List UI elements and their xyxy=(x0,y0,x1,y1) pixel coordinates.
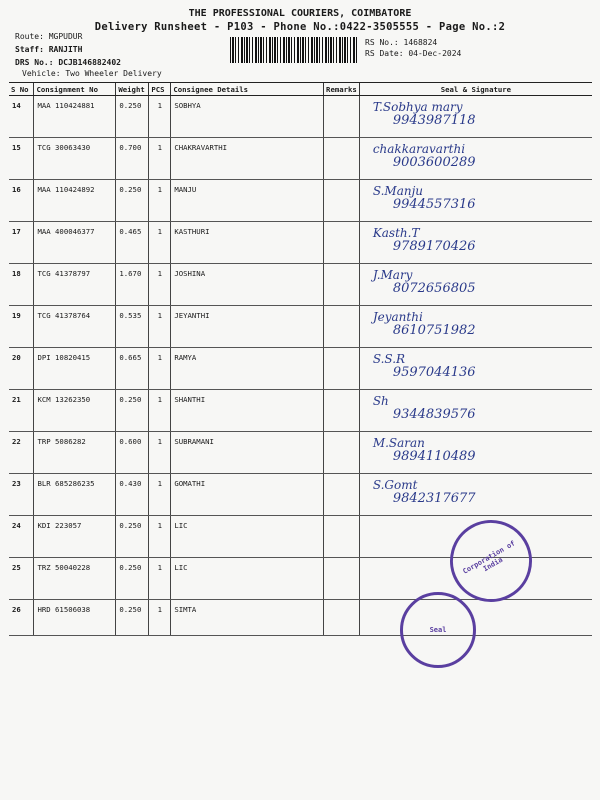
table-row xyxy=(9,306,592,348)
weight-cell: 0.430 xyxy=(116,474,149,516)
table-row xyxy=(9,138,592,180)
consignment-cell: BLR 685286235 xyxy=(34,474,116,516)
table-row xyxy=(9,264,592,306)
seal-stamp: Seal xyxy=(400,592,476,668)
signature-name xyxy=(363,604,373,618)
consignee-cell: MANJU xyxy=(171,180,324,222)
col-remarks: Remarks xyxy=(324,83,360,96)
pcs-cell: 1 xyxy=(149,96,171,138)
weight-cell: 0.535 xyxy=(116,306,149,348)
weight-cell: 0.250 xyxy=(116,180,149,222)
col-sno: S No xyxy=(9,83,34,96)
consignee-cell: GOMATHI xyxy=(171,474,324,516)
remarks-cell xyxy=(324,264,360,306)
handwritten-signature xyxy=(363,395,589,421)
consignment-cell: KCM 13262350 xyxy=(34,390,116,432)
signature-phone: 8072656805 xyxy=(392,281,476,296)
handwritten-signature xyxy=(363,479,589,505)
handwritten-signature xyxy=(363,311,589,337)
weight-cell: 0.250 xyxy=(116,96,149,138)
table-row xyxy=(9,180,592,222)
col-consignee: Consignee Details xyxy=(171,83,324,96)
sno-cell: 19 xyxy=(9,306,34,348)
signature-phone: 9894110489 xyxy=(392,449,476,464)
consignee-cell: KASTHURI xyxy=(171,222,324,264)
remarks-cell xyxy=(324,348,360,390)
signature-name: Sh xyxy=(372,394,389,408)
signature-phone: 9003600289 xyxy=(392,155,476,170)
route-label: Route: MGPUDUR xyxy=(15,32,83,41)
consignee-cell: JEYANTHI xyxy=(171,306,324,348)
consignment-cell: TCG 30063430 xyxy=(34,138,116,180)
consignment-cell: MAA 110424892 xyxy=(34,180,116,222)
table-row xyxy=(9,600,592,636)
table-row xyxy=(9,348,592,390)
consignee-cell: SIMTA xyxy=(171,600,324,636)
pcs-cell: 1 xyxy=(149,222,171,264)
consignee-cell: RAMYA xyxy=(171,348,324,390)
signature-name: Jeyanthi xyxy=(372,310,423,324)
signature-name: T.Sobhya mary xyxy=(372,100,463,114)
weight-cell: 0.250 xyxy=(116,600,149,636)
consignee-cell: LIC xyxy=(171,558,324,600)
remarks-cell xyxy=(324,432,360,474)
consignee-cell: JOSHINA xyxy=(171,264,324,306)
signature-cell xyxy=(359,474,592,516)
remarks-cell xyxy=(324,138,360,180)
remarks-cell xyxy=(324,222,360,264)
sno-cell: 14 xyxy=(9,96,34,138)
pcs-cell: 1 xyxy=(149,558,171,600)
consignment-cell: KDI 223057 xyxy=(34,516,116,558)
consignee-cell: SUBRAMANI xyxy=(171,432,324,474)
remarks-cell xyxy=(324,474,360,516)
consignee-cell: CHAKRAVARTHI xyxy=(171,138,324,180)
signature-cell xyxy=(359,222,592,264)
rs-date: RS Date: 04-Dec-2024 xyxy=(365,49,462,58)
pcs-cell: 1 xyxy=(149,138,171,180)
remarks-cell xyxy=(324,180,360,222)
staff-label: Staff: RANJITH xyxy=(15,45,83,54)
table-row xyxy=(9,474,592,516)
consignment-cell: HRD 61506038 xyxy=(34,600,116,636)
consignee-cell: LIC xyxy=(171,516,324,558)
weight-cell: 1.670 xyxy=(116,264,149,306)
signature-cell xyxy=(359,138,592,180)
table-row xyxy=(9,390,592,432)
signature-phone: 9842317677 xyxy=(392,491,476,506)
sno-cell: 16 xyxy=(9,180,34,222)
sno-cell: 17 xyxy=(9,222,34,264)
consignment-cell: MAA 400046377 xyxy=(34,222,116,264)
weight-cell: 0.700 xyxy=(116,138,149,180)
col-consignment: Consignment No xyxy=(34,83,116,96)
remarks-cell xyxy=(324,558,360,600)
table-row xyxy=(9,432,592,474)
handwritten-signature xyxy=(363,269,589,295)
drs-number: DRS No.: DCJB146882402 xyxy=(15,58,121,67)
signature-cell xyxy=(359,180,592,222)
remarks-cell xyxy=(324,306,360,348)
pcs-cell: 1 xyxy=(149,432,171,474)
signature-name: Kasth.T xyxy=(372,226,420,240)
consignment-cell: TRZ 50040228 xyxy=(34,558,116,600)
handwritten-signature xyxy=(363,353,589,379)
signature-phone: 9944557316 xyxy=(392,197,476,212)
pcs-cell: 1 xyxy=(149,348,171,390)
vehicle-label: Vehicle: Two Wheeler Delivery xyxy=(22,69,162,78)
consignment-cell: DPI 10820415 xyxy=(34,348,116,390)
remarks-cell xyxy=(324,516,360,558)
weight-cell: 0.250 xyxy=(116,516,149,558)
pcs-cell: 1 xyxy=(149,264,171,306)
sno-cell: 24 xyxy=(9,516,34,558)
weight-cell: 0.465 xyxy=(116,222,149,264)
table-row xyxy=(9,96,592,138)
signature-name: J.Mary xyxy=(372,268,413,282)
consignee-cell: SOBHYA xyxy=(171,96,324,138)
handwritten-signature xyxy=(363,143,589,169)
signature-name: S.Gomt xyxy=(372,478,418,492)
consignment-cell: TRP 5086282 xyxy=(34,432,116,474)
signature-name xyxy=(363,520,373,534)
table-row xyxy=(9,222,592,264)
sno-cell: 20 xyxy=(9,348,34,390)
signature-phone: 9344839576 xyxy=(392,407,476,422)
weight-cell: 0.600 xyxy=(116,432,149,474)
consignment-cell: MAA 110424881 xyxy=(34,96,116,138)
remarks-cell xyxy=(324,600,360,636)
signature-cell xyxy=(359,348,592,390)
company-title: THE PROFESSIONAL COURIERS, COIMBATORE xyxy=(188,8,412,19)
col-signature: Seal & Signature xyxy=(359,83,592,96)
signature-phone: 9943987118 xyxy=(392,113,476,128)
sno-cell: 23 xyxy=(9,474,34,516)
sno-cell: 25 xyxy=(9,558,34,600)
signature-name xyxy=(363,562,373,576)
weight-cell: 0.665 xyxy=(116,348,149,390)
sno-cell: 18 xyxy=(9,264,34,306)
sno-cell: 15 xyxy=(9,138,34,180)
pcs-cell: 1 xyxy=(149,306,171,348)
table-header-row xyxy=(9,83,592,96)
barcode xyxy=(230,37,358,63)
signature-phone: 9789170426 xyxy=(392,239,476,254)
pcs-cell: 1 xyxy=(149,180,171,222)
sno-cell: 26 xyxy=(9,600,34,636)
signature-phone: 9597044136 xyxy=(392,365,476,380)
rs-number: RS No.: 1468824 xyxy=(365,38,438,47)
lic-stamp: Corporation of India xyxy=(435,505,547,617)
pcs-cell: 1 xyxy=(149,390,171,432)
weight-cell: 0.250 xyxy=(116,558,149,600)
signature-cell xyxy=(359,306,592,348)
col-weight: Weight xyxy=(116,83,149,96)
handwritten-signature xyxy=(363,101,589,127)
signature-phone: 8610751982 xyxy=(392,323,476,338)
handwritten-signature xyxy=(363,437,589,463)
handwritten-signature xyxy=(363,185,589,211)
signature-name: chakkaravarthi xyxy=(372,142,466,156)
sno-cell: 22 xyxy=(9,432,34,474)
runsheet-title: Delivery Runsheet - P103 - Phone No.:0422-3505555 - Page No.:2 xyxy=(94,21,506,33)
consignment-cell: TCG 41378797 xyxy=(34,264,116,306)
signature-name: S.S.R xyxy=(372,352,406,366)
signature-cell xyxy=(359,264,592,306)
pcs-cell: 1 xyxy=(149,474,171,516)
weight-cell: 0.250 xyxy=(116,390,149,432)
pcs-cell: 1 xyxy=(149,516,171,558)
handwritten-signature xyxy=(363,605,589,618)
signature-cell xyxy=(359,390,592,432)
signature-cell xyxy=(359,96,592,138)
sno-cell: 21 xyxy=(9,390,34,432)
signature-name: M.Saran xyxy=(372,436,425,450)
remarks-cell xyxy=(324,390,360,432)
signature-cell xyxy=(359,432,592,474)
col-pcs: PCS xyxy=(149,83,171,96)
handwritten-signature xyxy=(363,227,589,253)
signature-name: S.Manju xyxy=(372,184,424,198)
pcs-cell: 1 xyxy=(149,600,171,636)
consignee-cell: SHANTHI xyxy=(171,390,324,432)
consignment-cell: TCG 41378764 xyxy=(34,306,116,348)
remarks-cell xyxy=(324,96,360,138)
